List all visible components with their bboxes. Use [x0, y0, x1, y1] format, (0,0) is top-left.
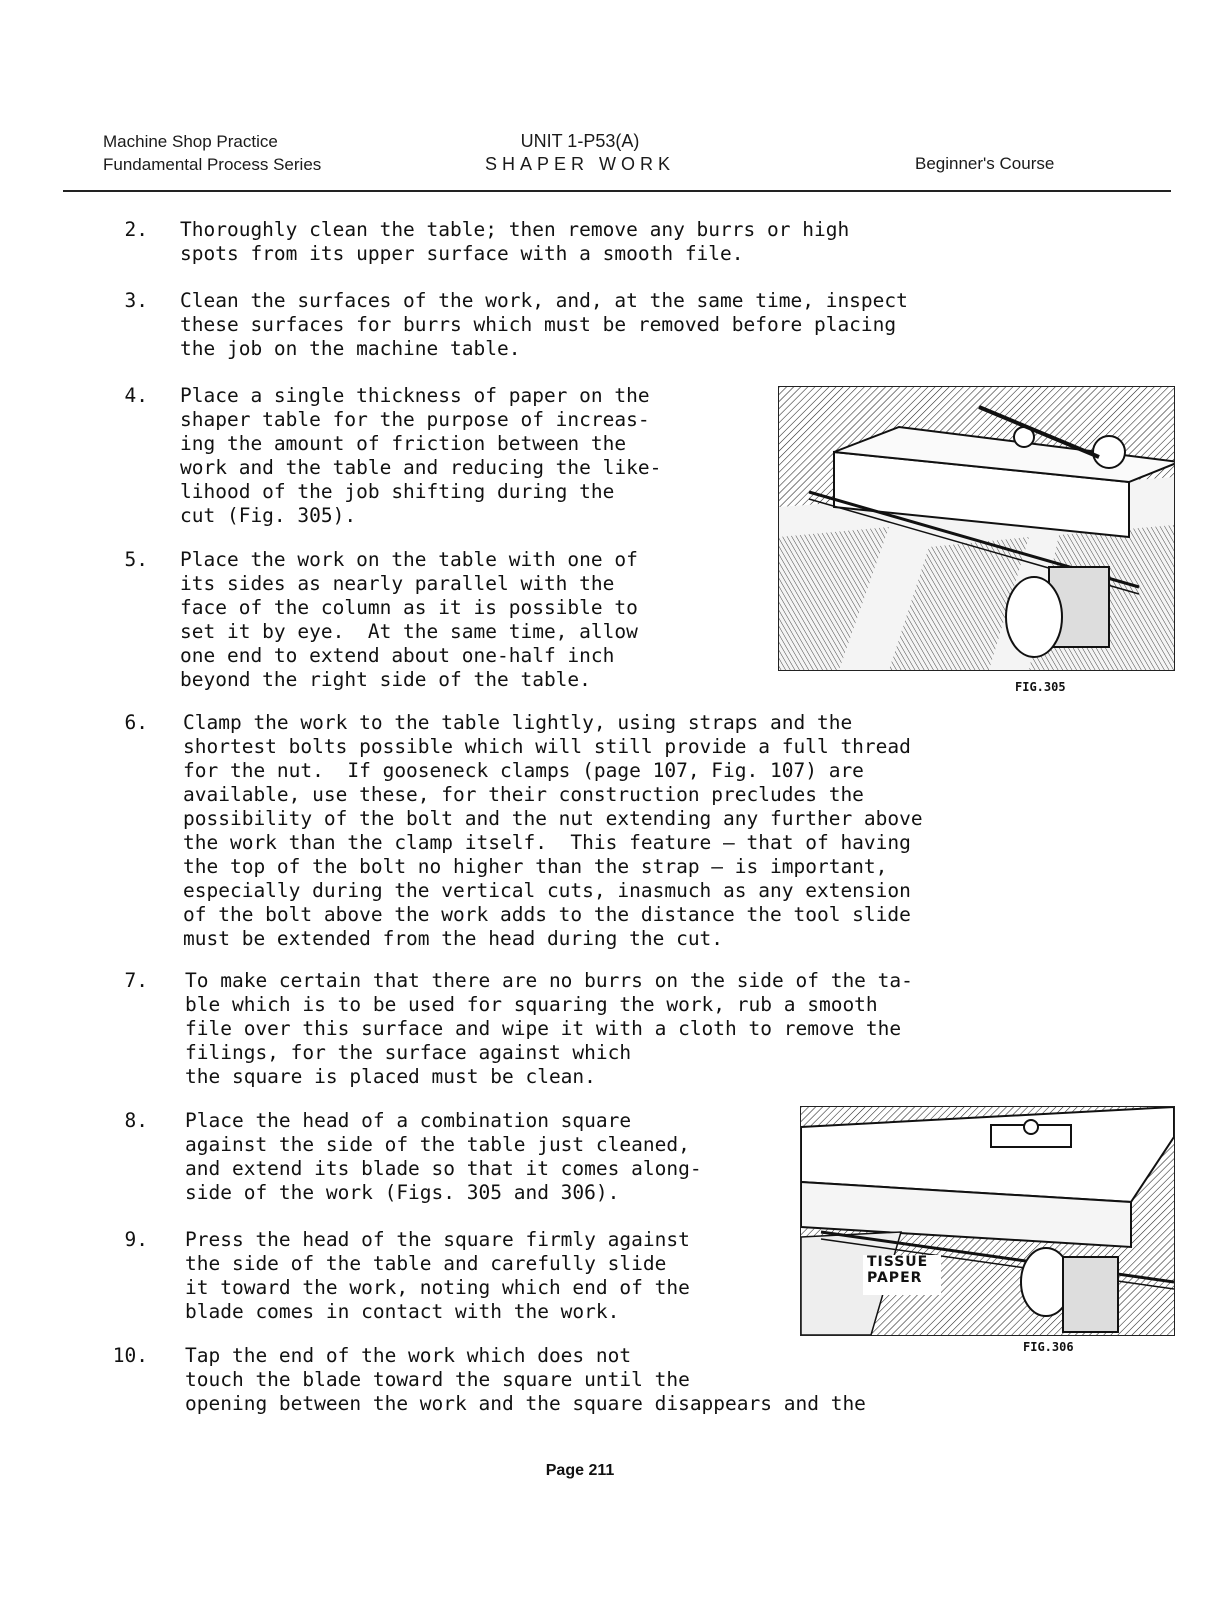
- step-number: 8.: [124, 1109, 148, 1132]
- figure-306-illustration: [800, 1106, 1175, 1336]
- shaper-table-work-illustration: [779, 387, 1174, 670]
- header-level: Beginner's Course: [915, 154, 1055, 173]
- header-series-name: Fundamental Process Series: [103, 155, 322, 174]
- step-number: 2.: [124, 218, 148, 241]
- step-number: 6.: [124, 711, 148, 734]
- header-course-name: Machine Shop Practice: [103, 132, 278, 151]
- square-against-work-illustration: [801, 1107, 1174, 1335]
- unit-number: UNIT 1-P53(A): [520, 131, 640, 151]
- figure-305-caption: FIG.305: [1015, 680, 1066, 694]
- step-text: Tap the end of the work which does not touch the blade toward the square until the opening between the work and the square disappears and the: [185, 1344, 866, 1415]
- figure-305-illustration: [778, 386, 1175, 671]
- step-text: Press the head of the square firmly against the side of the table and carefully slide it toward the work, noting which end of the blade comes in contact with the work.: [185, 1228, 690, 1323]
- step-number: 9.: [124, 1228, 148, 1251]
- header-rule: [63, 190, 1171, 192]
- step-number: 5.: [124, 548, 148, 571]
- step-number: 3.: [124, 289, 148, 312]
- step-text: Place the head of a combination square against the side of the table just cleaned, and extend its blade so that it comes along- side of the work (Figs. 305 and 306).: [185, 1109, 702, 1204]
- page-number: Page 211: [545, 1462, 615, 1479]
- step-text: To make certain that there are no burrs on the side of the ta- ble which is to be used for squaring the work, rub a smooth file over this surface and wipe it with a cloth to remove the filings, for the surface against which the square is placed must be clean.: [185, 969, 913, 1088]
- step-number: 10.: [112, 1344, 148, 1367]
- tissue-label-line2: PAPER: [867, 1270, 923, 1286]
- step-text: Place a single thickness of paper on the shaper table for the purpose of increas- ing the amount of friction between the work and the table and reducing the like- lihood of the job shifting during the cut (Fig. 305).: [180, 384, 662, 527]
- step-number: 7.: [124, 969, 148, 992]
- tissue-label-line1: TISSUE: [867, 1254, 929, 1270]
- step-number: 4.: [124, 384, 148, 407]
- unit-title: SHAPER WORK: [484, 154, 676, 174]
- figure-306-caption: FIG.306: [1023, 1340, 1074, 1354]
- step-text: Thoroughly clean the table; then remove any burrs or high spots from its upper surface with a smooth file.: [180, 218, 850, 265]
- step-text: Place the work on the table with one of its sides as nearly parallel with the face of the column as it is possible to set it by eye. At the same time, allow one end to extend about one-half inch beyond the right side of the table.: [180, 548, 638, 691]
- step-text: Clamp the work to the table lightly, using straps and the shortest bolts possible which will still provide a full thread for the nut. If gooseneck clamps (page 107, Fig. 107) are available, use these, for their construction precludes the possibility of the bolt and the nut extending any further above the work than the clamp itself. This feature — that of having the top of the bolt no higher than the strap — is important, especially during the vertical cuts, inasmuch as any extension of the bolt above the work adds to the distance the tool slide must be extended from the head during the cut.: [183, 711, 923, 950]
- tissue-paper-label: [867, 1254, 928, 1286]
- step-text: Clean the surfaces of the work, and, at the same time, inspect these surfaces for burrs which must be removed before placing the job on the machine table.: [180, 289, 908, 360]
